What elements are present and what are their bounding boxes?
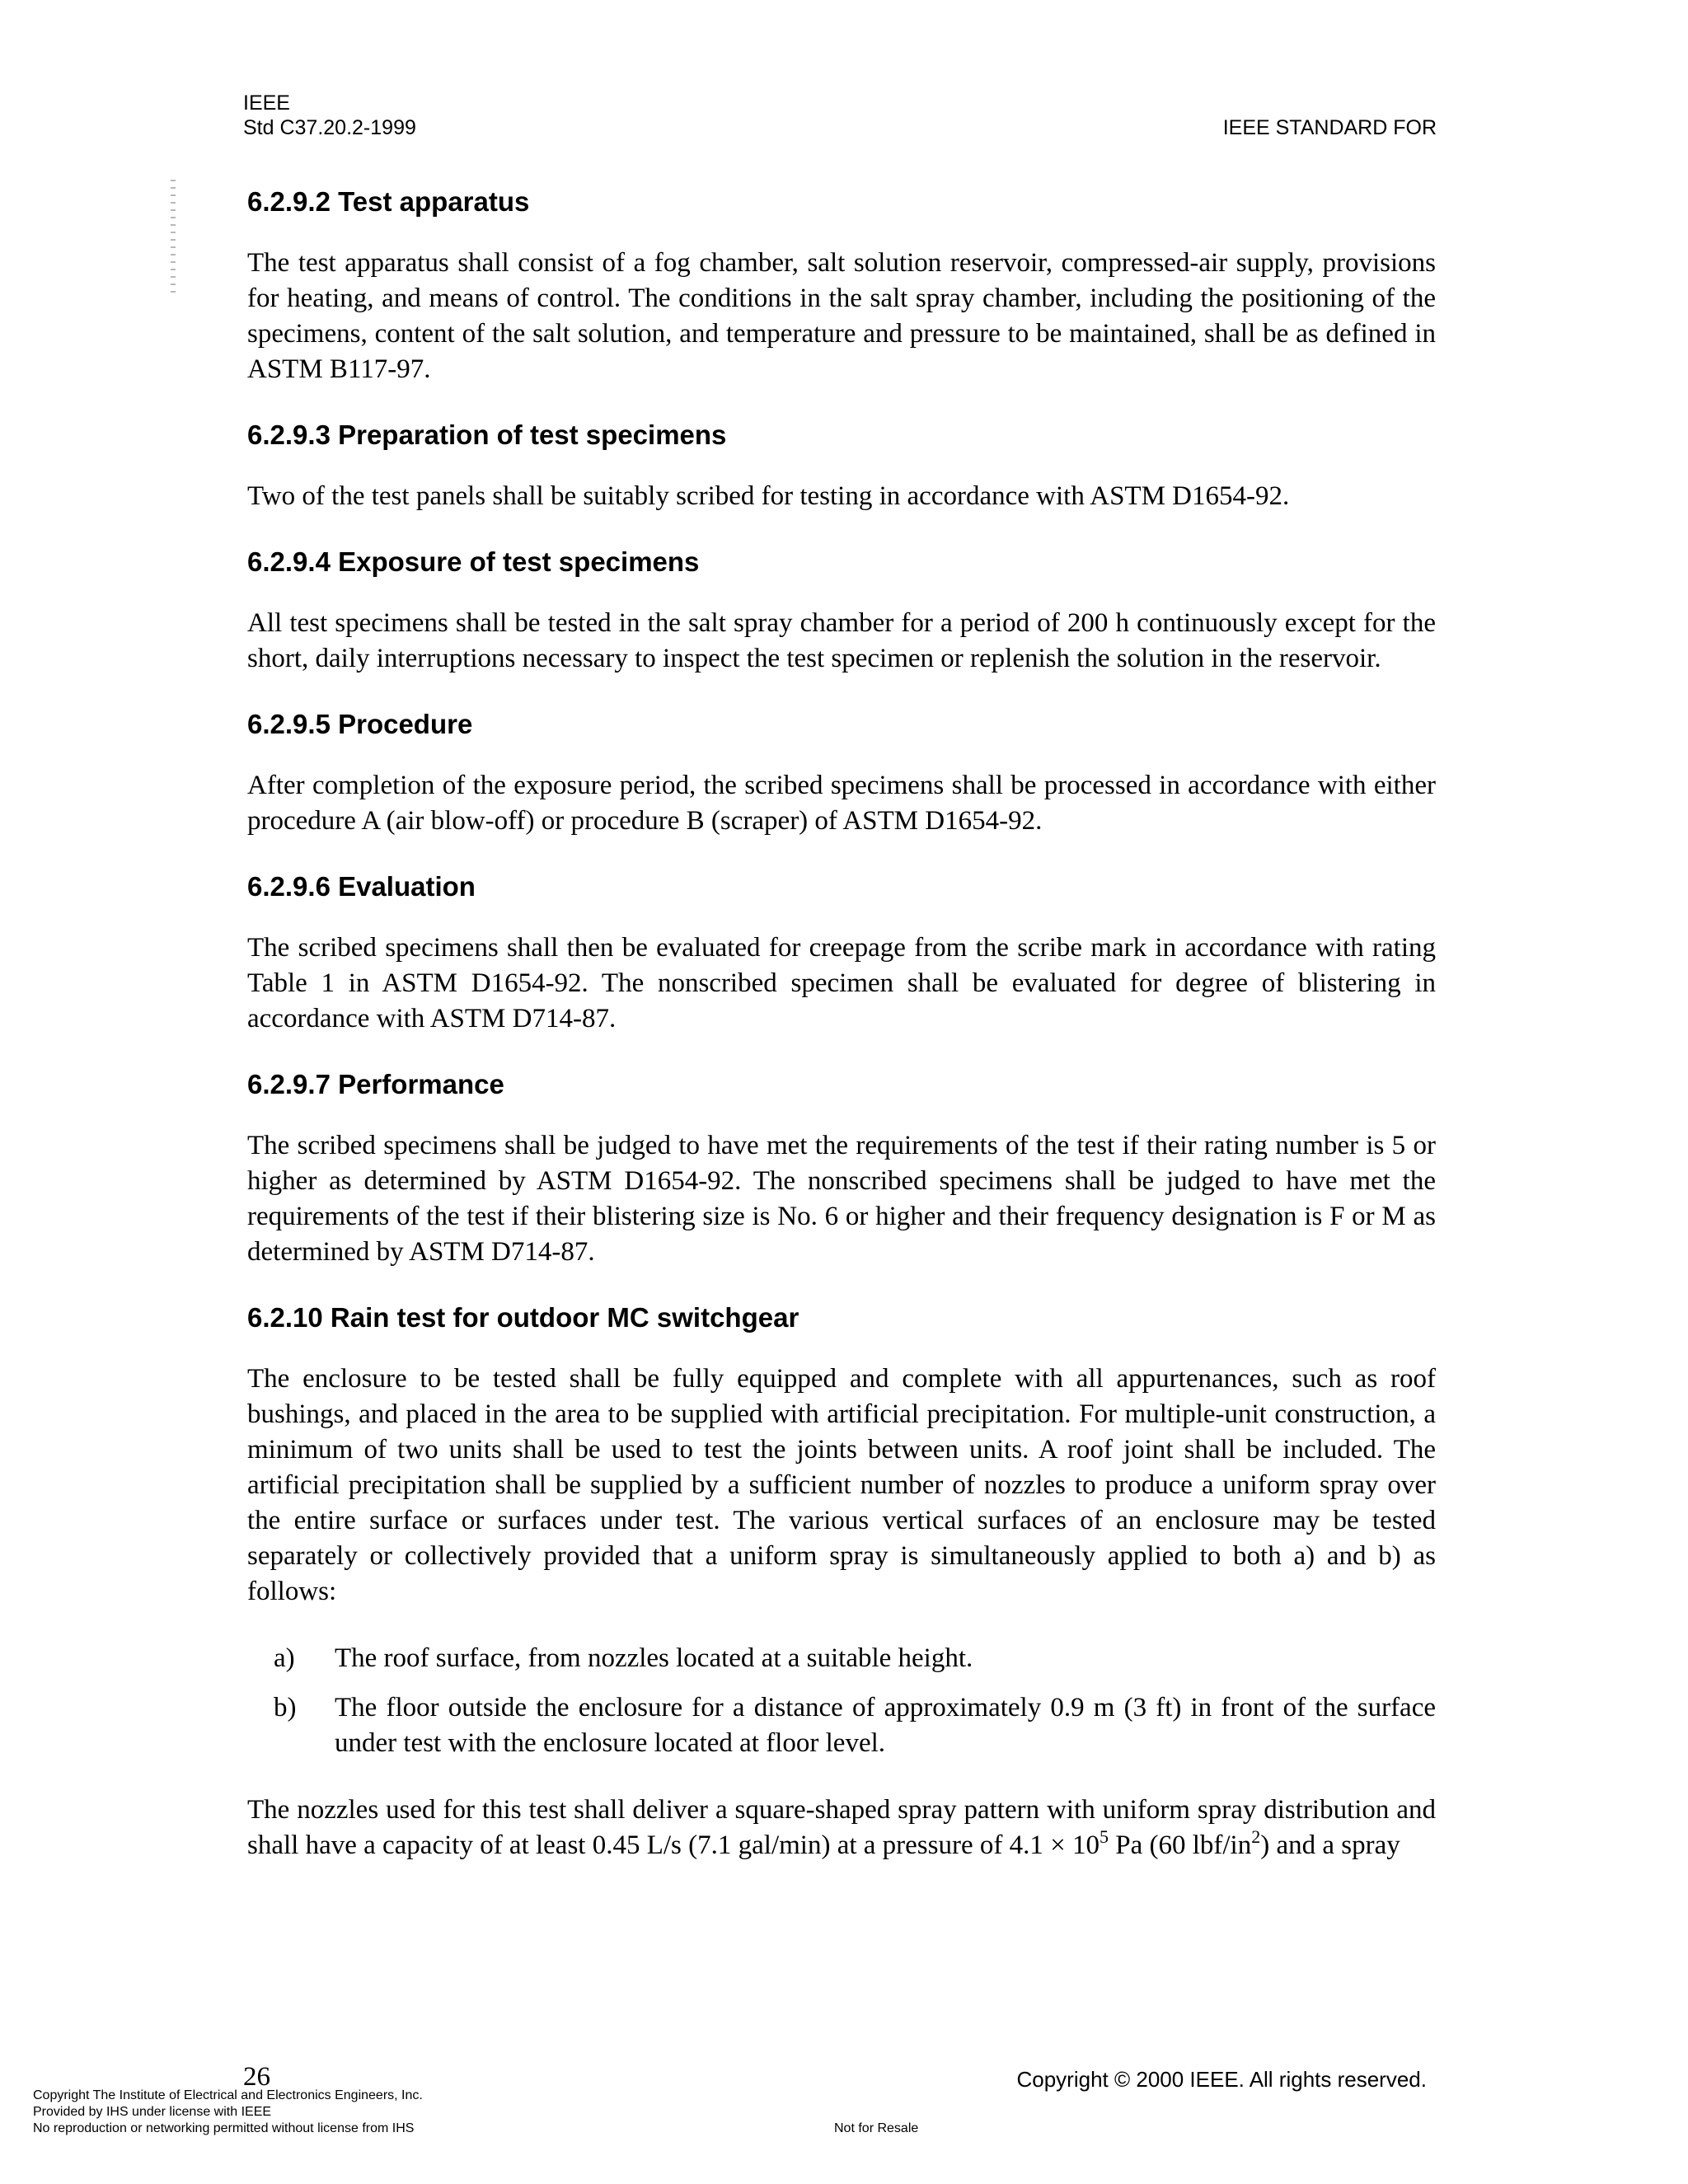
section-heading-exposure: 6.2.9.4 Exposure of test specimens	[247, 546, 700, 577]
nozzles-text-part2: Pa (60 lbf/in	[1108, 1830, 1252, 1860]
paragraph-procedure: After completion of the exposure period, the scribed specimens shall be processed in accordance with either procedure A (air blow-off) or procedure B (scraper) of ASTM D1654-92.	[247, 771, 1436, 836]
section-heading-performance: 6.2.9.7 Performance	[247, 1069, 504, 1099]
exponent-2: 2	[1251, 1826, 1261, 1847]
section-heading-preparation: 6.2.9.3 Preparation of test specimens	[247, 419, 727, 450]
not-for-resale-notice: Not for Resale	[834, 2121, 919, 2135]
paragraph-performance: The scribed specimens shall be judged to have met the requirements of the test if their rating number is 5 or higher as determined by ASTM D1654-92. The nonscribed specimens shall be judged to have met the requirements of the test if their blistering size is No. 6 or higher and their frequency designation is F or M as determined by ASTM D714-87.	[247, 1131, 1436, 1267]
list-item-text: The floor outside the enclosure for a distance of approximately 0.9 m (3 ft) in front of the surface under test with the enclosure located at floor level.	[335, 1693, 1436, 1758]
rain-test-list	[247, 1641, 1436, 1761]
section-heading-evaluation: 6.2.9.6 Evaluation	[247, 871, 476, 902]
paragraph-evaluation: The scribed specimens shall then be evaluated for creepage from the scribe mark in accordance with rating Table 1 in ASTM D1654-92. The nonscribed specimen shall be evaluated for degree of blistering in accordance with ASTM D714-87.	[247, 933, 1436, 1033]
paragraph-test-apparatus: The test apparatus shall consist of a fog chamber, salt solution reservoir, compressed-air supply, provisions for heating, and means of control. The conditions in the salt spray chamber, including the positioning of the specimens, content of the salt solution, and temperature and pressure to be maintained, shall be as defined in ASTM B117-97.	[247, 248, 1436, 384]
page-body	[247, 185, 1436, 1895]
header-std-number: Std C37.20.2-1999	[243, 116, 416, 139]
page-number: 26	[243, 2062, 270, 2092]
paragraph-nozzles	[247, 1793, 1436, 1863]
paragraph-rain-test: The enclosure to be tested shall be fully equipped and complete with all appurtenances, such as roof bushings, and placed in the area to be supplied with artificial precipitation. For multiple-unit construction, a minimum of two units shall be used to test the joints between units. A roof joint shall be included. The artificial precipitation shall be supplied by a sufficient number of nozzles to produce a uniform spray over the entire surface or surfaces under test. The various vertical surfaces of an enclosure may be tested separately or collectively provided that a uniform spray is simultaneously applied to both a) and b) as follows:	[247, 1364, 1436, 1606]
running-header-right: IEEE STANDARD FOR	[1222, 116, 1437, 139]
list-item-text: The roof surface, from nozzles located at a suitable height.	[335, 1643, 973, 1673]
list-item	[247, 1690, 1436, 1761]
footer-copyright: Copyright © 2000 IEEE. All rights reserved.	[1016, 2067, 1427, 2092]
margin-scan-marks	[171, 180, 176, 295]
section-heading-test-apparatus: 6.2.9.2 Test apparatus	[247, 186, 530, 217]
license-line-2: Provided by IHS under license with IEEE	[33, 2105, 272, 2119]
list-marker: a)	[274, 1643, 295, 1673]
paragraph-exposure: All test specimens shall be tested in the salt spray chamber for a period of 200 h continuously except for the short, daily interruptions necessary to inspect the test specimen or replenish the solution in the reservoir.	[247, 608, 1436, 673]
header-org: IEEE	[243, 91, 290, 115]
list-marker: b)	[274, 1693, 297, 1722]
nozzles-text-part3: ) and a spray	[1260, 1830, 1400, 1860]
license-line-3: No reproduction or networking permitted without license from IHS	[33, 2121, 415, 2135]
list-item	[247, 1641, 1436, 1676]
license-line-1: Copyright The Institute of Electrical and Electronics Engineers, Inc.	[33, 2088, 423, 2102]
exponent-5: 5	[1099, 1826, 1109, 1847]
running-header-left	[243, 91, 416, 140]
license-notice	[33, 2088, 423, 2137]
nozzles-text-part1: The nozzles used for this test shall deliver a square-shaped spray pattern with uniform spray distribution and shall have a capacity of at least 0.45 L/s (7.1 gal/min) at a pressure of 4.1 × 10	[247, 1795, 1436, 1860]
paragraph-preparation: Two of the test panels shall be suitably scribed for testing in accordance with ASTM D1654-92.	[247, 481, 1290, 511]
section-heading-procedure: 6.2.9.5 Procedure	[247, 709, 473, 739]
section-heading-rain-test: 6.2.10 Rain test for outdoor MC switchgear	[247, 1302, 799, 1333]
